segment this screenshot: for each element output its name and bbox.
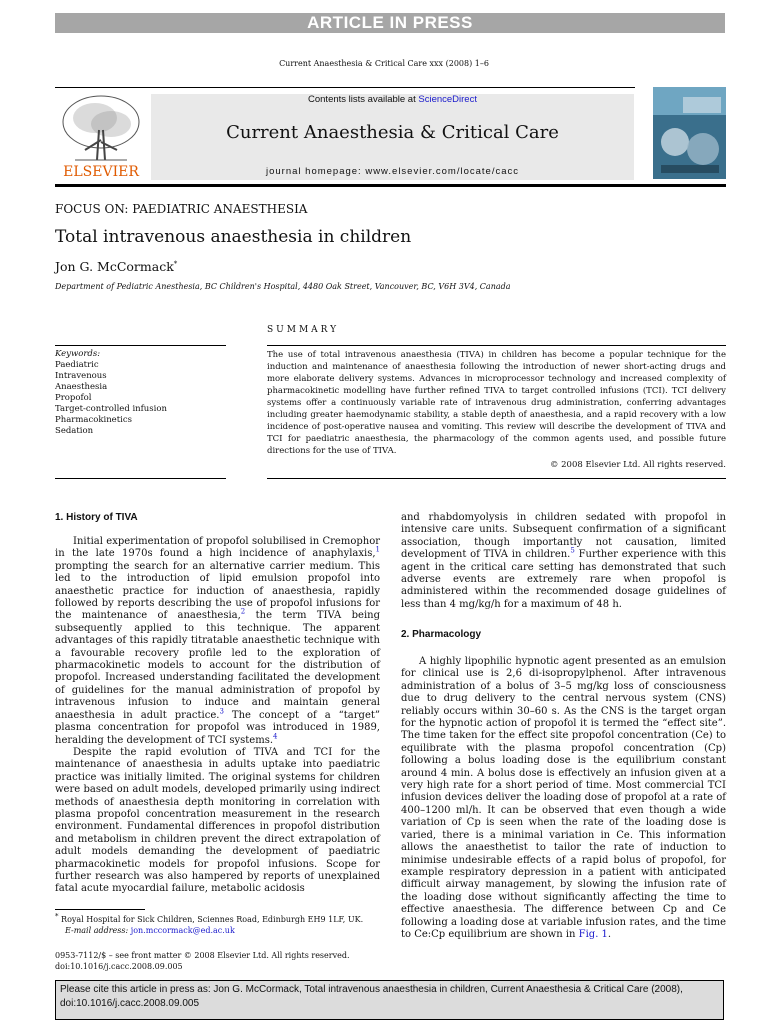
text-run: and rhabdomyolysis in children sedated with propofol in intensive care units. Subsequent confirmation of a significant association, though importantly not causation, limited development of TIVA in children. (401, 512, 726, 561)
contents-prefix: Contents lists available at (308, 94, 419, 105)
reference-3[interactable]: 3 (219, 707, 224, 716)
journal-homepage[interactable]: journal homepage: www.elsevier.com/locate/cacc (266, 166, 519, 177)
issn-line: 0953-7112/$ – see front matter © 2008 Elsevier Ltd. All rights reserved. (55, 951, 350, 960)
section-heading-pharmacology: 2. Pharmacology (401, 629, 482, 640)
article-title: Total intravenous anaesthesia in children (55, 227, 412, 247)
sciencedirect-link[interactable]: ScienceDirect (418, 94, 477, 105)
text-run: Further experience with this agent in the critical care setting has demonstrated that such adverse events are extremely rare when propofol is administered within the recommended dosage guidelines of less than 4 mg/kg/h for a maximum of 48 h. (401, 549, 726, 610)
keyword-item: Paediatric (55, 360, 99, 370)
keywords-rule-bottom (55, 478, 226, 479)
cover-graphic (653, 87, 726, 179)
footnote-mark: * (55, 912, 59, 921)
summary-rule-bottom (267, 478, 726, 479)
reference-5[interactable]: 5 (570, 546, 575, 555)
focus-label: FOCUS ON: PAEDIATRIC ANAESTHESIA (55, 202, 308, 216)
footnote-rule (55, 909, 145, 910)
reference-1[interactable]: 1 (375, 546, 380, 555)
section-heading-history: 1. History of TIVA (55, 512, 138, 523)
keyword-item: Anaesthesia (55, 382, 108, 392)
header-rule (55, 87, 635, 88)
elsevier-wordmark: ELSEVIER (63, 164, 139, 180)
text-run: Initial experimentation of propofol solubilised in Cremophor in the late 1970s found a high incidence of anaphylaxis, (55, 536, 380, 560)
keywords-block (55, 349, 167, 437)
figure-1-link[interactable]: Fig. 1 (578, 928, 608, 940)
text-run: . (607, 928, 612, 940)
footnote (55, 914, 385, 936)
author-name (55, 259, 177, 274)
paragraph: Despite the rapid evolution of TIVA and TCI for the maintenance of anaesthesia in adults uptake into paediatric practice was initially limited. The original systems for children were based on adult models, developed primarily using indirect methods of anaesthesia depth monitoring in correlation with plasma propofol concentration measurement in the research environment. Fundamental differences in propofol distribution and metabolism in children prevent the direct extrapolation of adult models demanding the development of paediatric pharmacokinetic models for propofol infusions. Scope for further research was also hampered by reports of unexplained fatal acute myocardial failure, metabolic acidosis (55, 746, 380, 895)
left-column-body (55, 536, 380, 896)
email-label: E-mail address: (65, 926, 129, 935)
paragraph (401, 656, 726, 941)
doi-line[interactable]: doi:10.1016/j.cacc.2008.09.005 (55, 962, 183, 971)
journal-header-box (151, 94, 634, 180)
author-text: Jon G. McCormack (55, 259, 174, 274)
email-link[interactable]: jon.mccormack@ed.ac.uk (130, 926, 235, 935)
reference-4[interactable]: 4 (273, 732, 278, 741)
right-column-body-top (401, 512, 726, 611)
contents-line (151, 94, 634, 105)
issn-block (55, 950, 350, 972)
footnote-address: Royal Hospital for Sick Children, Sciennes Road, Edinburgh EH9 1LF, UK. (61, 915, 364, 924)
keywords-rule-top (55, 345, 226, 346)
copyright-notice: © 2008 Elsevier Ltd. All rights reserved. (549, 460, 726, 470)
keyword-item: Sedation (55, 426, 94, 436)
reference-2[interactable]: 2 (240, 608, 246, 617)
keyword-item: Target-controlled infusion (55, 404, 167, 414)
text-run: A highly lipophilic hypnotic agent presented as an emulsion for clinical use is 2,6 di-isopropylphenol. After intravenous administration of a bolus of 3–5 mg/kg loss of consciousness due to drug delivery to the central nervous system (CNS) reliably occurs within 30–60 s. As the CNS is the target organ for the hypnotic action of propofol it is termed the “effect site”. The time taken for the effect site propofol concentration (Ce) to equilibrate with the plasma propofol concentration (Cp) following a bolus loading dose is the equilibrium constant around 4 min. A bolus dose is effectively an infusion given at a very high rate for a short period of time. Most commercial TCI infusion devices deliver the loading dose of propofol at a rate of 400–1200 ml/h. It can be observed that even though a wide variation of Cp is seen when the rate of the loading dose is varied, there is a minimal variation in Ce. This information allows the anaesthetist to tailor the rate of induction to minimise undesirable effects of a rapid bolus of propofol, for example respiratory depression in a patient with anticipated difficult airway management, by slowing the infusion rate of the loading dose without significantly affecting the time to effective anaesthesia. The difference between Cp and Ce following a loading dose at variable infusion rates, and the time to Ce:Cp equilibrium are shown in (401, 656, 726, 940)
citation-box: Please cite this article in press as: Jon G. McCormack, Total intravenous anaesthesia in children, Current Anaesthesia & Critical Care (2008), doi:10.1016/j.cacc.2008.09.005 (55, 980, 724, 1020)
journal-citation-line: Current Anaesthesia & Critical Care xxx (2008) 1–6 (279, 59, 489, 68)
header-thick-rule (55, 184, 726, 187)
article-in-press-banner: ARTICLE IN PRESS (55, 13, 725, 33)
text-run: prompting the search for an alternative carrier medium. This led to the introduction of lipid emulsion propofol into anaesthetic practice for induction of anaesthesia, rapidly followed by reports describing the use of propofol infusions for the maintenance of anaesthesia, (55, 560, 380, 622)
text-run: The concept of a “target” plasma concentration for propofol was introduced in 1989, heralding the development of TCI systems. (55, 709, 380, 746)
summary-heading: SUMMARY (267, 325, 340, 335)
journal-name: Current Anaesthesia & Critical Care (226, 122, 559, 143)
summary-text: The use of total intravenous anaesthesia (TIVA) in children has become a popular technique for the induction and maintenance of anaesthesia following the introduction of newer short-acting drugs and more elaborate delivery systems. Advances in microprocessor technology and increased complexity of pharmacokinetic modelling have further refined TIVA to target controlled infusions (TCI). TCI delivery systems offer a continuously variable rate of intravenous drug administration, conferring advantages including greater haemodynamic stability, a stable depth of anaesthesia, and a rapid recovery with a low incidence of post-operative nausea and vomiting. This review will describe the development of TIVA and TCI for paediatric anaesthesia, the pharmacology of the common agents used, and possible future directions for the use of TIVA. (267, 350, 726, 456)
journal-cover-image (653, 87, 726, 179)
right-column-body-bottom (401, 656, 726, 941)
keywords-label: Keywords: (55, 349, 101, 359)
keyword-item: Pharmacokinetics (55, 415, 132, 425)
elsevier-logo (55, 90, 147, 180)
summary-rule-top (267, 345, 726, 346)
keyword-item: Intravenous (55, 371, 107, 381)
text-run: the term TIVA being subsequently applied to this technique. The apparent advantages of this rapidly titratable anaesthetic technique with a favourable recovery profile led to the exploration of pharmacokinetic models to account for the distribution of propofol. Increased understanding facilitated the development of guidelines for the manual administration of propofol by intravenous infusion to induce and maintain general anaesthesia in adult practice. (55, 610, 380, 721)
author-affiliation: Department of Pediatric Anesthesia, BC Children's Hospital, 4480 Oak Street, Vancouver, BC, V6H 3V4, Canada (55, 282, 511, 291)
paragraph (401, 512, 726, 611)
paragraph (55, 536, 380, 747)
author-footnote-mark[interactable]: * (173, 259, 178, 268)
keyword-item: Propofol (55, 393, 92, 403)
